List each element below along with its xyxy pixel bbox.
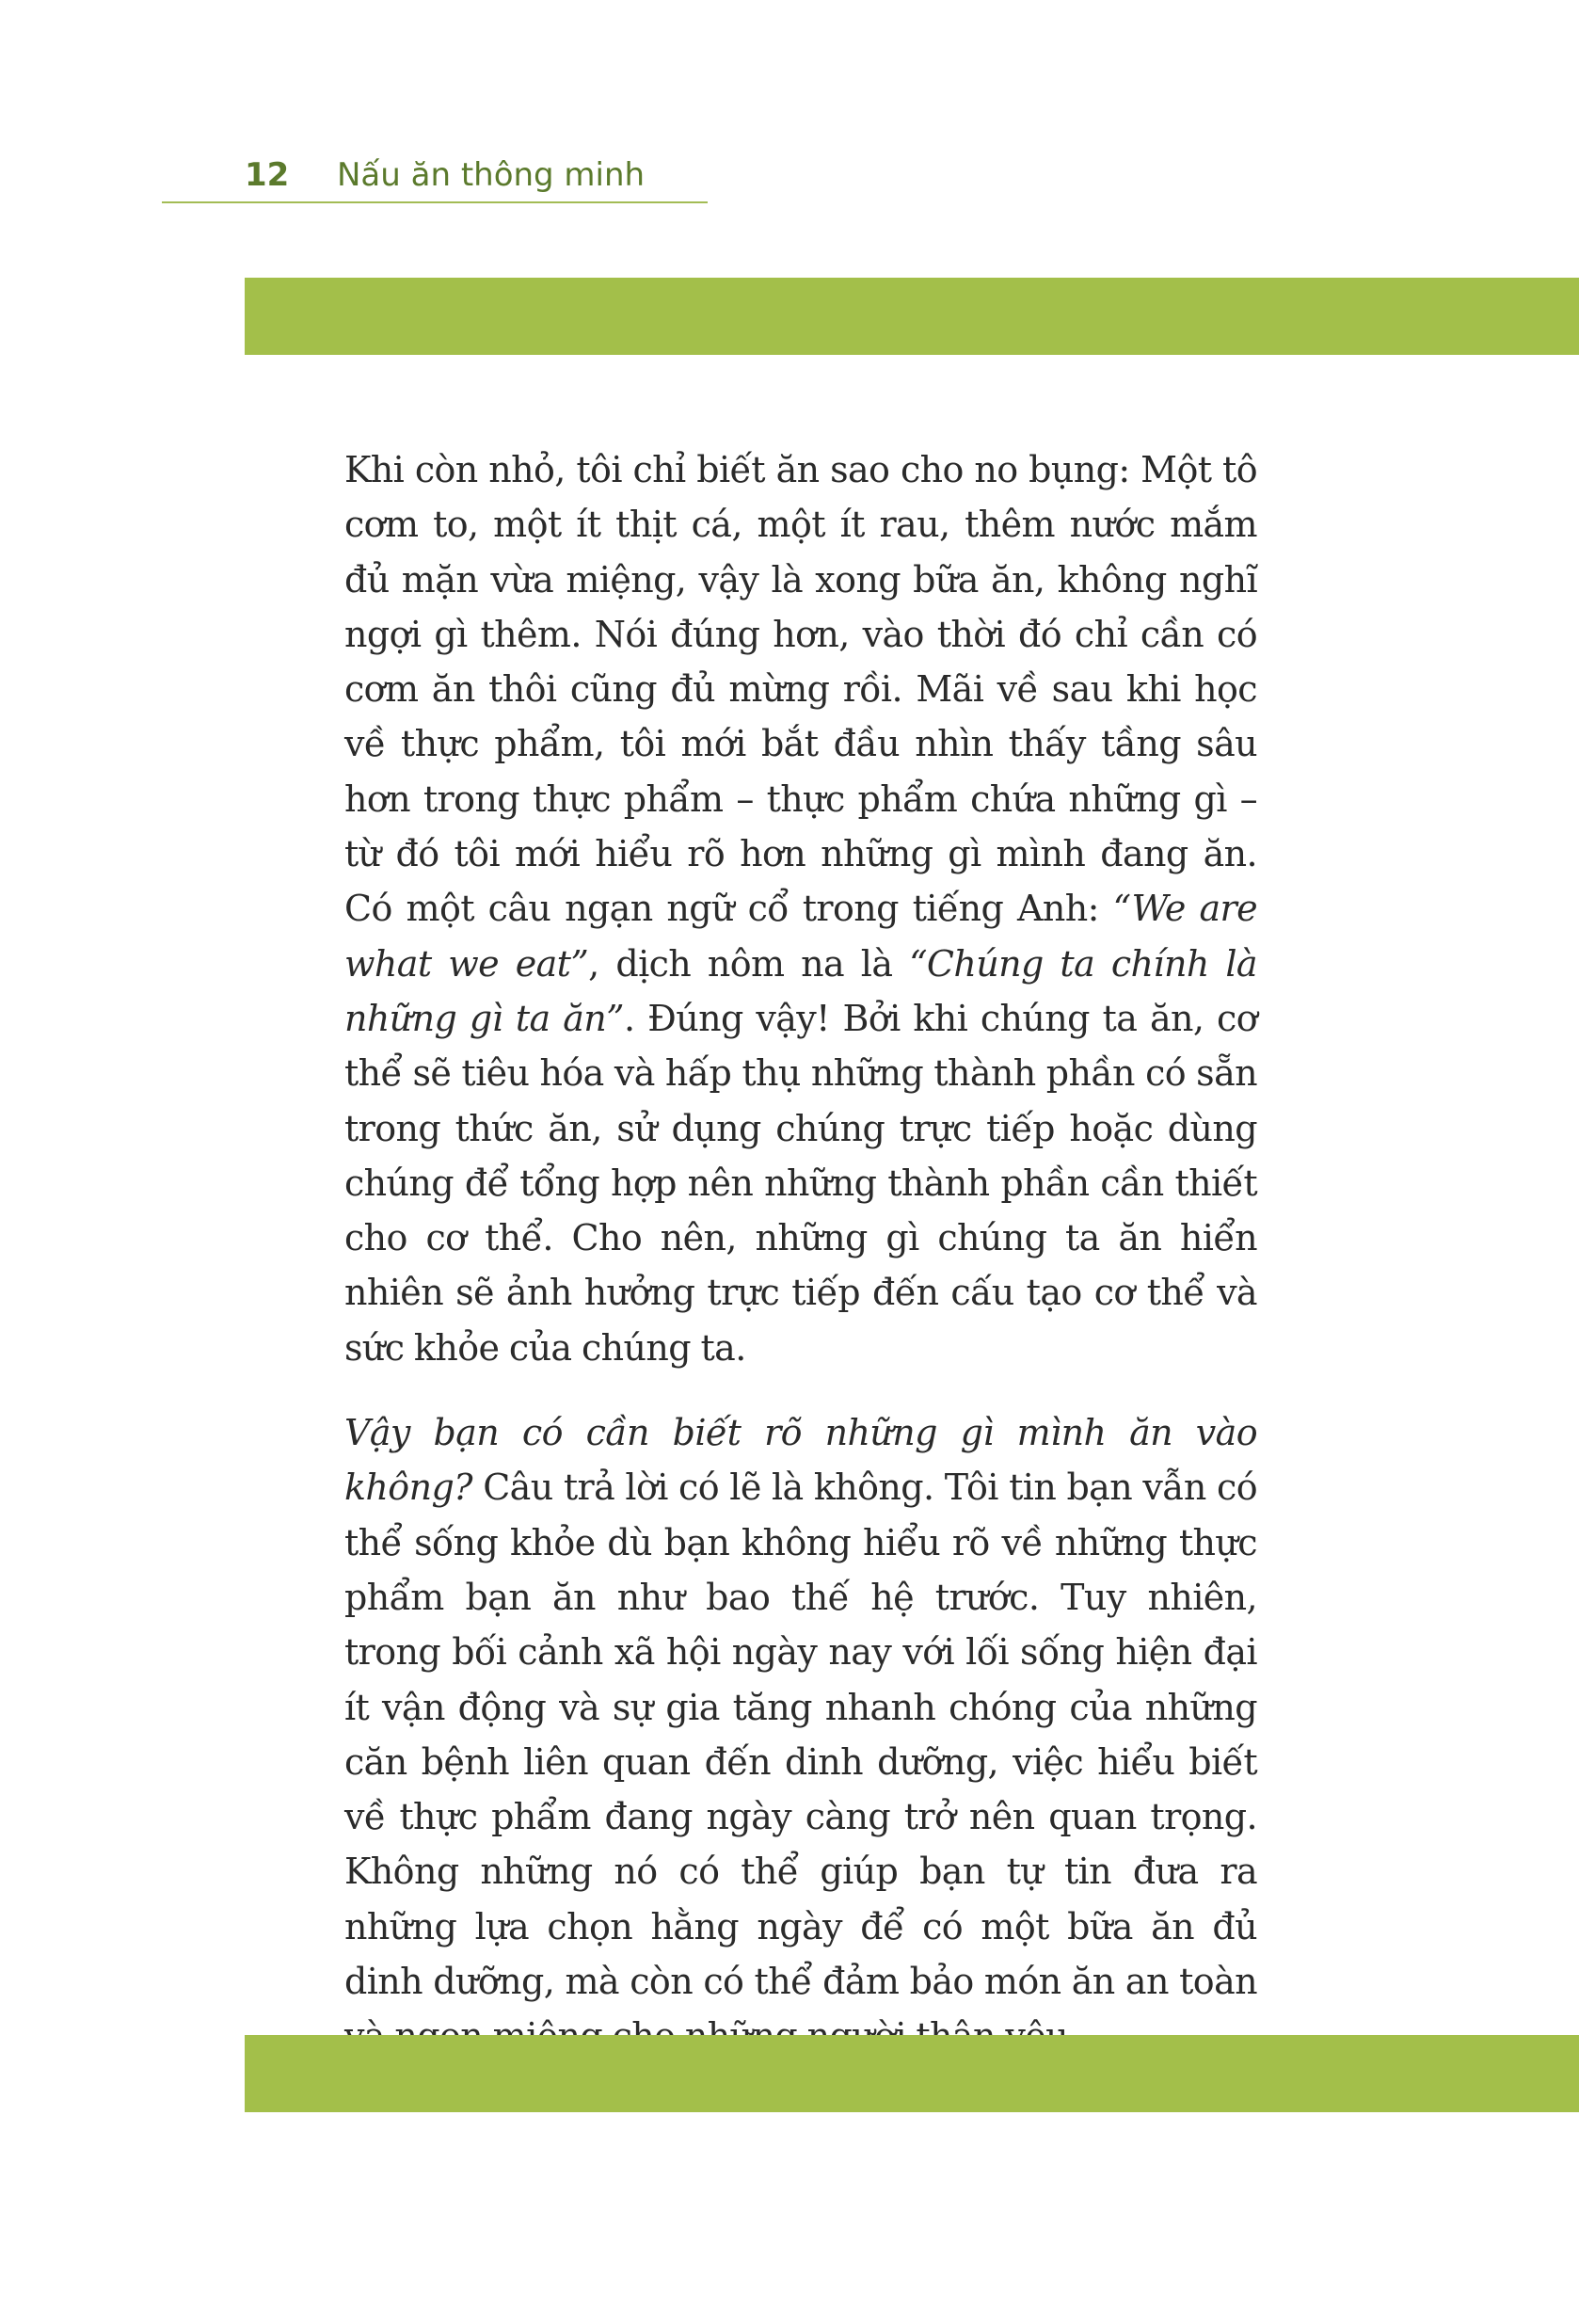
paragraph-1-part-3: . Đúng vậy! Bởi khi chúng ta ăn, cơ thể sẽ tiêu hóa và hấp thụ những thành phần có sẵn trong thức ăn, sử dụng chúng trực tiếp hoặc dùng chúng để tổng hợp nên những thành phần cần thiết cho cơ thể. Cho nên, những gì chúng ta ăn hiển nhiên sẽ ảnh hưởng trực tiếp đến cấu tạo cơ thể và sức khỏe của chúng ta.: [344, 997, 1257, 1369]
running-head: [162, 111, 708, 205]
paragraph-1-part-1: Khi còn nhỏ, tôi chỉ biết ăn sao cho no bụng: Một tô cơm to, một ít thịt cá, một ít rau, thêm nước mắm đủ mặn vừa miệng, vậy là xong bữa ăn, không nghĩ ngợi gì thêm. Nói đúng hơn, vào thời đó chỉ cần có cơm ăn thôi cũng đủ mừng rồi. Mãi về sau khi học về thực phẩm, tôi mới bắt đầu nhìn thấy tầng sâu hơn trong thực phẩm – thực phẩm chứa những gì – từ đó tôi mới hiểu rõ hơn những gì mình đang ăn. Có một câu ngạn ngữ cổ trong tiếng Anh:: [344, 449, 1257, 930]
paragraph-1-part-2: , dịch nôm na là: [588, 942, 910, 985]
proverb-translation: “Chúng ta chính là những gì ta ăn”: [344, 942, 1257, 1039]
paragraph-2-question: Vậy bạn có cần biết rõ những gì mình ăn vào không?: [344, 1412, 1257, 1509]
book-title: Nấu ăn thông minh: [337, 156, 646, 194]
header-rule: [162, 201, 708, 203]
page-number: 12: [245, 156, 290, 194]
paragraph-2-rest: Câu trả lời có lẽ là không. Tôi tin bạn vẫn có thể sống khỏe dù bạn không hiểu rõ về những thực phẩm bạn ăn như bao thế hệ trước. Tuy nhiên, trong bối cảnh xã hội ngày nay với lối sống hiện đại ít vận động và sự gia tăng nhanh chóng của những căn bệnh liên quan đến dinh dưỡng, việc hiểu biết về thực phẩm đang ngày càng trở nên quan trọng. Không những nó có thể giúp bạn tự tin đưa ra những lựa chọn hằng ngày để có một bữa ăn đủ dinh dưỡng, mà còn có thể đảm bảo món ăn an toàn: [344, 1467, 1257, 2003]
top-green-band: [245, 278, 1579, 355]
english-proverb: “We are what we eat”: [344, 888, 1257, 985]
body-text: [344, 442, 1257, 2064]
paragraph-1: [344, 442, 1257, 1375]
bottom-green-band: [245, 2035, 1579, 2112]
paragraph-2: [344, 1405, 1257, 2064]
